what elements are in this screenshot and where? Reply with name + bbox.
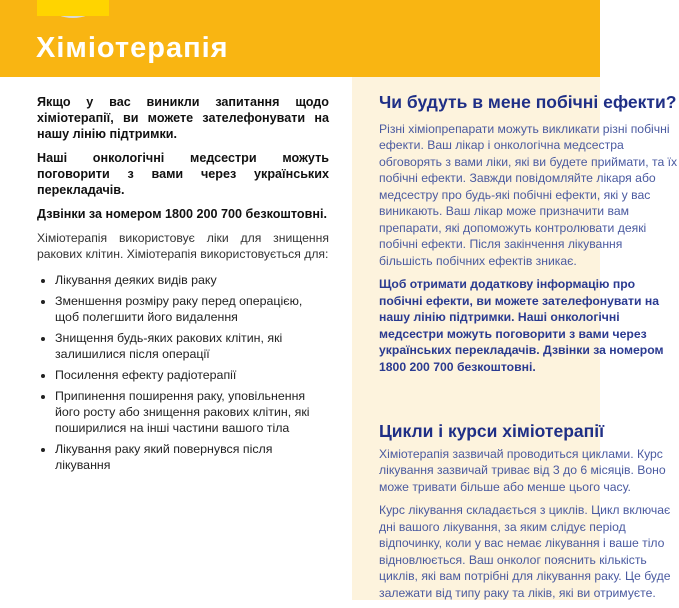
ukraine-flag-icon [35,0,111,18]
side-info-panel [352,77,678,600]
page-title: Хіміотерапія [36,32,229,64]
side-effects-support-paragraph: Щоб отримати додаткову інформацію про побічні ефекти, ви можете зателефонувати на нашу лінію підтримки. Наші онкологічні медсестри можуть поговорити з вами через українських перекладачів. Дзвінки за номером 1800 200 700 безкоштовні. [379,277,664,374]
support-line-paragraph: Якщо у вас виникли запитання щодо хіміотерапії, ви можете зателефонувати на нашу лінію підтримки. [37,95,329,141]
flag-yellow-half [37,0,109,16]
nurses-interpreters-paragraph: Наші онкологічні медсестри можуть поговорити з вами через українських перекладачів. [37,151,329,197]
list-item: • Лікування раку який повернувся після лікування [55,441,329,473]
list-item: • Зменшення розміру раку перед операцією, щоб полегшити його видалення [55,293,329,325]
left-column [37,94,329,478]
course-paragraph: Курс лікування складається з циклів. Цикл включає дні вашого лікування, за яким слідує період відпочинку, коли у вас немає лікування і ваше тіло відновлюється. Ваш онколог пояснить кількість циклів, які вам потрібні для лікування раку. Це буде залежати від типу раку та ліків, які ви отримуєте. [379,503,671,600]
side-effects-heading: Чи будуть в мене побічні ефекти? [379,92,677,112]
list-item: • Припинення поширення раку, уповільнення його росту або знищення ракових клітин, які поширилися на інші частини вашого тіла [55,388,329,436]
chemo-intro-paragraph: Хіміотерапія використовує ліки для знищення ракових клітин. Хіміотерапія використовується для: [37,231,329,261]
list-item: • Знищення будь-яких ракових клітин, які залишилися після операції [55,330,329,362]
list-item: • Посилення ефекту радіотерапії [55,367,329,383]
free-calls-paragraph: Дзвінки за номером 1800 200 700 безкоштовні. [37,207,327,221]
header-banner [0,0,600,77]
cycles-paragraph: Хіміотерапія зазвичай проводиться циклами. Курс лікування зазвичай триває від 3 до 6 місяців. Воно може тривати більше або менше цього часу. [379,446,666,494]
list-item: • Лікування деяких видів раку [55,272,329,288]
chemo-uses-list [37,272,329,473]
cycles-heading: Цикли і курси хіміотерапії [379,421,605,441]
side-effects-paragraph: Різні хіміопрепарати можуть викликати різні побічні ефекти. Ваш лікар і онкологічна медсестра обговорять з вами ліки, які ви будете приймати, та їх побічні ефекти. Завжди повідомляйте лікаря або медсестру про будь-які побічні ефекти, які у вас виникають. Ваш лікар може призначити вам препарати, які допоможуть контролювати деякі побічні ефекти. Після закінчення лікування більшість побічних ефектів зникає. [379,121,678,268]
side-info-content [379,94,679,608]
